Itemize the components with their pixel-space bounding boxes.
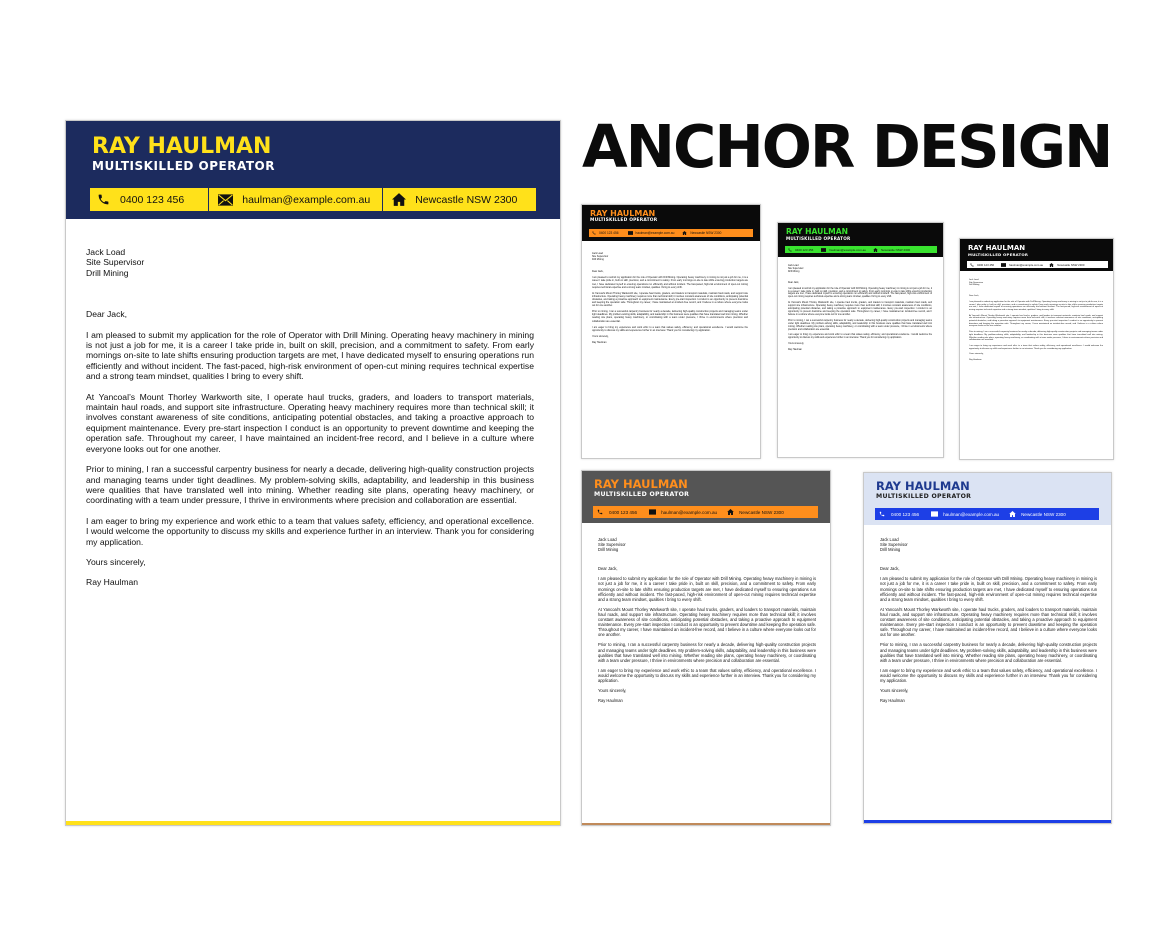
contact-phone-text: 0400 123 456 [795, 247, 814, 252]
letter-header [582, 471, 830, 523]
contact-phone-text: 0400 123 456 [609, 509, 638, 515]
contact-email-text: haulman@example.com.au [1009, 262, 1044, 267]
contact-location [1049, 261, 1084, 268]
recipient-line: Site Supervisor [592, 255, 609, 259]
applicant-title: MULTISKILLED OPERATOR [594, 491, 690, 498]
letter-header [864, 473, 1111, 525]
contact-email [931, 508, 999, 520]
contact-bar [589, 229, 753, 237]
bottom-accent-line [582, 823, 830, 825]
recipient-line: Jack Load [598, 537, 617, 542]
letter-paragraph: At Yancoal’s Mount Thorley Warkworth site, I operate haul trucks, graders, and loaders to transport materials, maintain haul roads, and support site infrastructure. Operating heavy machinery requires more than technical skill; it involves constant awareness of site conditions, anticipating potential obstacles, and taking a proactive approach to equipment maintenance. Every pre-start inspection I conduct is an opportunity to prevent downtime and keeping the operation safe. Throughout my career, I have maintained an incident-free record, and I believe in a culture where everyone looks out for one another. [86, 391, 534, 454]
letter-paragraph: I am eager to bring my experience and work ethic to a team that values safety, efficiency, and operational excellence. I would welcome the opportunity to discuss my skills and experience further in an interview. Thank you for considering my application. [592, 325, 748, 332]
recipient-line: Site Supervisor [86, 257, 145, 268]
signature: Ray Haulman [592, 340, 607, 344]
contact-bar [593, 506, 818, 518]
signature: Ray Haulman [86, 577, 139, 588]
letter-paragraph: At Yancoal’s Mount Thorley Warkworth site, I operate haul trucks, graders, and loaders to transport materials, maintain haul roads, and support site infrastructure. Operating heavy machinery requires more than technical skill; it involves constant awareness of site conditions, anticipating potential obstacles, and taking a proactive approach to equipment maintenance. Every pre-start inspection I conduct is an opportunity to prevent downtime and keeping the operation safe. Throughout my career, I have maintained an incident-free record, and I believe in a culture where everyone looks out for one another. [598, 606, 816, 638]
bottom-accent-line [66, 821, 560, 825]
salutation: Dear Jack, [592, 270, 604, 274]
applicant-name: RAY HAULMAN [594, 477, 688, 491]
recipient-line: Drill Mining [969, 284, 980, 287]
contact-phone-text: 0400 123 456 [891, 511, 920, 517]
phone-icon [96, 193, 110, 207]
letter-header [66, 121, 560, 219]
recipient-line: Drill Mining [592, 258, 604, 262]
letter-body [880, 537, 1097, 703]
home-icon [682, 231, 687, 235]
applicant-title: MULTISKILLED OPERATOR [968, 252, 1029, 257]
signature: Ray Haulman [788, 349, 802, 352]
letter-preview-black-orange [581, 204, 761, 459]
signature: Ray Haulman [880, 698, 905, 704]
contact-location [727, 506, 784, 518]
contact-phone-text: 0400 123 456 [120, 193, 185, 206]
bottom-accent-line [864, 820, 1111, 823]
applicant-title: MULTISKILLED OPERATOR [92, 159, 275, 173]
letter-paragraph: I am pleased to submit my application for the role of Operator with Drill Mining. Operating heavy machinery in mining is not just a job for me, it is a career I take pride in, built on skill, precision, and a commitment to safety. From early mornings on-site to late shifts ensuring production targets are met, I have dedicated myself to ensuring operations run efficiently and without incident. The fast-paced, high-risk environment of open-cut mining requires technical expertise and a strong team mindset, qualities I bring to every shift. [598, 576, 816, 602]
letter-paragraph: I am eager to bring my experience and work ethic to a team that values safety, efficiency, and operational excellence. I would welcome the opportunity to discuss my skills and experience further in an interview. Thank you for considering my application. [880, 667, 1097, 683]
contact-bar [785, 246, 937, 253]
phone-icon [788, 248, 792, 252]
contact-phone-text: 0400 123 456 [977, 262, 995, 267]
email-icon [628, 231, 633, 235]
signature: Ray Haulman [969, 359, 982, 362]
letter-body [598, 537, 816, 703]
contact-email [821, 246, 866, 253]
letter-preview-black-green [777, 222, 944, 458]
contact-bar [967, 261, 1108, 268]
letter-header [960, 239, 1113, 271]
letter-paragraph: I am eager to bring my experience and work ethic to a team that values safety, efficiency, and operational excellence. I would welcome the opportunity to discuss my skills and experience further in an interview. Thank you for considering my application. [969, 344, 1103, 350]
letter-body [592, 252, 748, 344]
closing: Yours sincerely, [592, 334, 609, 338]
applicant-name: RAY HAULMAN [786, 227, 848, 236]
closing: Yours sincerely, [788, 343, 804, 346]
letter-paragraph: Prior to mining, I ran a successful carpentry business for nearly a decade, delivering high-quality construction projects and managing teams under tight deadlines. My problem-solving skills, adaptability, and leadership in this business were qualities that have translated well into mining. Whether reading site plans, operating heavy machinery, or coordinating with a team under pressure, I thrive in environments where precision and collaboration are essential. [86, 464, 534, 506]
home-icon [391, 193, 406, 207]
recipient-line: Drill Mining [598, 547, 619, 553]
letter-preview-charcoal-orange [581, 470, 831, 826]
phone-icon [597, 509, 603, 515]
home-icon [727, 509, 734, 515]
recipient-line: Site Supervisor [969, 281, 984, 284]
home-icon [873, 248, 878, 252]
letter-body [788, 265, 932, 352]
contact-email [628, 229, 675, 237]
letter-paragraph: I am eager to bring my experience and work ethic to a team that values safety, efficiency, and operational excellence. I would welcome the opportunity to discuss my skills and experience further in an interview. Thank you for considering my application. [86, 515, 534, 547]
letter-paragraph: I am pleased to submit my application for the role of Operator with Drill Mining. Operating heavy machinery in mining is not just a job for me, it is a career I take pride in, built on skill, precision, and a commitment to safety. From early mornings on-site to late shifts ensuring production targets are met, I have dedicated myself to ensuring operations run efficiently and without incident. The fast-paced, high-risk environment of open-cut mining requires technical expertise and a strong team mindset, qualities I bring to every shift. [788, 287, 932, 299]
email-icon [217, 193, 233, 207]
contact-email-text: haulman@example.com.au [242, 193, 371, 206]
contact-phone [90, 188, 184, 211]
letter-header [778, 223, 943, 257]
applicant-name: RAY HAULMAN [590, 209, 656, 218]
contact-email [208, 188, 370, 211]
phone-icon [592, 231, 596, 235]
letter-paragraph: I am pleased to submit my application for the role of Operator with Drill Mining. Operating heavy machinery in mining is not just a job for me, it is a career I take pride in, built on skill, precision, and a commitment to safety. From early mornings on-site to late shifts ensuring production targets are met, I have dedicated myself to ensuring operations run efficiently and without incident. The fast-paced, high-risk environment of open-cut mining requires technical expertise and a strong team mindset, qualities I bring to every shift. [592, 276, 748, 289]
salutation: Dear Jack, [598, 566, 618, 572]
contact-phone-text: 0400 123 456 [599, 231, 619, 235]
contact-phone [589, 229, 619, 237]
contact-email [1001, 261, 1043, 268]
contact-phone [785, 246, 813, 253]
contact-bar [875, 508, 1099, 520]
phone-icon [879, 511, 885, 517]
letter-paragraph: Prior to mining, I ran a successful carpentry business for nearly a decade, delivering high-quality construction projects and managing teams under tight deadlines. My problem-solving skills, adaptability, and leadership in this business were qualities that have translated well into mining. Whether reading site plans, operating heavy machinery, or coordinating with a team under pressure, I thrive in environments where precision and collaboration are essential. [592, 310, 748, 323]
letter-header [582, 205, 760, 241]
applicant-name: RAY HAULMAN [876, 479, 970, 493]
letter-paragraph: Prior to mining, I ran a successful carpentry business for nearly a decade, delivering high-quality construction projects and managing teams under tight deadlines. My problem-solving skills, adaptability, and leadership in this business were qualities that have translated well into mining. Whether reading site plans, operating heavy machinery, or coordinating with a team under pressure, I thrive in environments where precision and collaboration are essential. [788, 319, 932, 331]
contact-phone [967, 261, 994, 268]
letter-paragraph: At Yancoal’s Mount Thorley Warkworth site, I operate haul trucks, graders, and loaders to transport materials, maintain haul roads, and support site infrastructure. Operating heavy machinery requires more than technical skill; it involves constant awareness of site conditions, anticipating potential obstacles, and taking a proactive approach to equipment maintenance. Every pre-start inspection I conduct is an opportunity to prevent downtime and keeping the operation safe. Throughout my career, I have maintained an incident-free record, and I believe in a culture where everyone looks out for one another. [969, 314, 1103, 328]
contact-email-text: haulman@example.com.au [635, 231, 675, 235]
closing: Yours sincerely, [880, 688, 909, 694]
letter-paragraph: I am pleased to submit my application for the role of Operator with Drill Mining. Operating heavy machinery in mining is not just a job for me, it is a career I take pride in, built on skill, precision, and a commitment to safety. From early mornings on-site to late shifts ensuring production targets are met, I have dedicated myself to ensuring operations run efficiently and without incident. The fast-paced, high-risk environment of open-cut mining requires technical expertise and a strong team mindset, qualities I bring to every shift. [880, 576, 1097, 602]
email-icon [931, 511, 938, 517]
contact-email-text: haulman@example.com.au [943, 511, 1000, 517]
letter-preview-navy-yellow [65, 120, 561, 826]
recipient-line: Jack Load [592, 252, 603, 255]
applicant-title: MULTISKILLED OPERATOR [786, 236, 851, 241]
contact-location-text: Newcastle NSW 2300 [739, 509, 784, 515]
letter-paragraph: I am eager to bring my experience and work ethic to a team that values safety, efficiency, and operational excellence. I would welcome the opportunity to discuss my skills and experience further in an interview. Thank you for considering my application. [598, 667, 816, 683]
phone-icon [970, 263, 974, 267]
closing: Yours sincerely, [969, 353, 984, 356]
letter-paragraph: At Yancoal’s Mount Thorley Warkworth site, I operate haul trucks, graders, and loaders to transport materials, maintain haul roads, and support site infrastructure. Operating heavy machinery requires more than technical skill; it involves constant awareness of site conditions, anticipating potential obstacles, and taking a proactive approach to equipment maintenance. Every pre-start inspection I conduct is an opportunity to prevent downtime and keeping the operation safe. Throughout my career, I have maintained an incident-free record, and I believe in a culture where everyone looks out for one another. [788, 302, 932, 316]
contact-location-text: Newcastle NSW 2300 [415, 193, 518, 206]
recipient-line: Drill Mining [86, 267, 129, 278]
contact-email-text: haulman@example.com.au [829, 247, 866, 252]
letter-paragraph: Prior to mining, I ran a successful carpentry business for nearly a decade, delivering high-quality construction projects and managing teams under tight deadlines. My problem-solving skills, adaptability, and leadership in this business were qualities that have translated well into mining. Whether reading site plans, operating heavy machinery, or coordinating with a team under pressure, I thrive in environments where precision and collaboration are essential. [880, 642, 1097, 663]
contact-location-text: Newcastle NSW 2300 [1021, 511, 1066, 517]
contact-location [682, 229, 721, 237]
recipient-line: Jack Load [880, 537, 899, 542]
recipient-line: Jack Load [969, 279, 979, 281]
applicant-title: MULTISKILLED OPERATOR [876, 493, 972, 500]
closing: Yours sincerely, [86, 556, 146, 567]
recipient-line: Site Supervisor [788, 267, 804, 270]
recipient-line: Site Supervisor [880, 542, 908, 548]
contact-location-text: Newcastle NSW 2300 [880, 247, 911, 252]
letter-paragraph: I am pleased to submit my application for the role of Operator with Drill Mining. Operating heavy machinery in mining is not just a job for me, it is a career I take pride in, built on skill, precision, and a commitment to safety. From early mornings on-site to late shifts ensuring production targets are met, I have dedicated myself to ensuring operations run efficiently and without incident. The fast-paced, high-risk environment of open-cut mining requires technical expertise and a strong team mindset, qualities I bring to every shift. [86, 329, 534, 382]
salutation: Dear Jack, [880, 566, 900, 572]
letter-body [969, 279, 1103, 362]
salutation: Dear Jack, [788, 281, 799, 284]
letter-paragraph: At Yancoal’s Mount Thorley Warkworth site, I operate haul trucks, graders, and loaders to transport materials, maintain haul roads, and support site infrastructure. Operating heavy machinery requires more than technical skill; it involves constant awareness of site conditions, anticipating potential obstacles, and taking a proactive approach to equipment maintenance. Every pre-start inspection I conduct is an opportunity to prevent downtime and keeping the operation safe. Throughout my career, I have maintained an incident-free record, and I believe in a culture where everyone looks out for one another. [880, 606, 1097, 638]
contact-location-text: Newcastle NSW 2300 [690, 231, 722, 235]
contact-location-text: Newcastle NSW 2300 [1057, 262, 1085, 267]
applicant-name: RAY HAULMAN [968, 244, 1026, 252]
contact-bar [90, 188, 536, 211]
letter-preview-pale-blue [863, 472, 1112, 824]
email-icon [649, 509, 656, 515]
letter-paragraph: At Yancoal’s Mount Thorley Warkworth site, I operate haul trucks, graders, and loaders to transport materials, maintain haul roads, and support site infrastructure. Operating heavy machinery requires more than technical skill; it involves constant awareness of site conditions, anticipating potential obstacles, and taking a proactive approach to equipment maintenance. Every pre-start inspection I conduct is an opportunity to prevent downtime and keeping the operation safe. Throughout my career, I have maintained an incident-free record, and I believe in a culture where everyone looks out for one another. [592, 291, 748, 308]
contact-email-text: haulman@example.com.au [661, 509, 718, 515]
applicant-title: MULTISKILLED OPERATOR [590, 218, 658, 223]
recipient-line: Drill Mining [880, 547, 901, 553]
contact-phone [875, 508, 919, 520]
letter-paragraph: I am pleased to submit my application for the role of Operator with Drill Mining. Operating heavy machinery in mining is not just a job for me, it is a career I take pride in, built on skill, precision, and a commitment to safety. From early mornings on-site to late shifts ensuring production targets are met, I have dedicated myself to ensuring operations run efficiently and without incident. The fast-paced, high-risk environment of open-cut mining requires technical expertise and a strong team mindset, qualities I bring to every shift. [969, 300, 1103, 311]
recipient-line: Jack Load [788, 265, 799, 267]
home-icon [1049, 263, 1054, 267]
email-icon [1001, 263, 1006, 267]
closing: Yours sincerely, [598, 688, 627, 694]
contact-location [873, 246, 910, 253]
letter-paragraph: Prior to mining, I ran a successful carpentry business for nearly a decade, delivering high-quality construction projects and managing teams under tight deadlines. My problem-solving skills, adaptability, and leadership in this business were qualities that have translated well into mining. Whether reading site plans, operating heavy machinery, or coordinating with a team under pressure, I thrive in environments where precision and collaboration are essential. [969, 331, 1103, 342]
page-title: ANCHOR DESIGN [582, 112, 1112, 181]
contact-email [649, 506, 717, 518]
applicant-name: RAY HAULMAN [92, 134, 272, 159]
letter-paragraph: I am eager to bring my experience and work ethic to a team that values safety, efficiency, and operational excellence. I would welcome the opportunity to discuss my skills and experience further in an interview. Thank you for considering my application. [788, 334, 932, 340]
recipient-line: Drill Mining [788, 270, 800, 273]
letter-paragraph: Prior to mining, I ran a successful carpentry business for nearly a decade, delivering high-quality construction projects and managing teams under tight deadlines. My problem-solving skills, adaptability, and leadership in this business were qualities that have translated well into mining. Whether reading site plans, operating heavy machinery, or coordinating with a team under pressure, I thrive in environments where precision and collaboration are essential. [598, 642, 816, 663]
salutation: Dear Jack, [969, 295, 979, 298]
salutation: Dear Jack, [86, 309, 128, 320]
home-icon [1009, 511, 1016, 517]
letter-body [86, 247, 534, 588]
email-icon [821, 248, 826, 252]
signature: Ray Haulman [598, 698, 623, 704]
contact-location [1009, 508, 1066, 520]
letter-preview-black-white [959, 238, 1114, 460]
recipient-line: Jack Load [86, 247, 126, 257]
contact-location [382, 188, 517, 211]
recipient-line: Site Supervisor [598, 542, 626, 548]
contact-phone [593, 506, 637, 518]
